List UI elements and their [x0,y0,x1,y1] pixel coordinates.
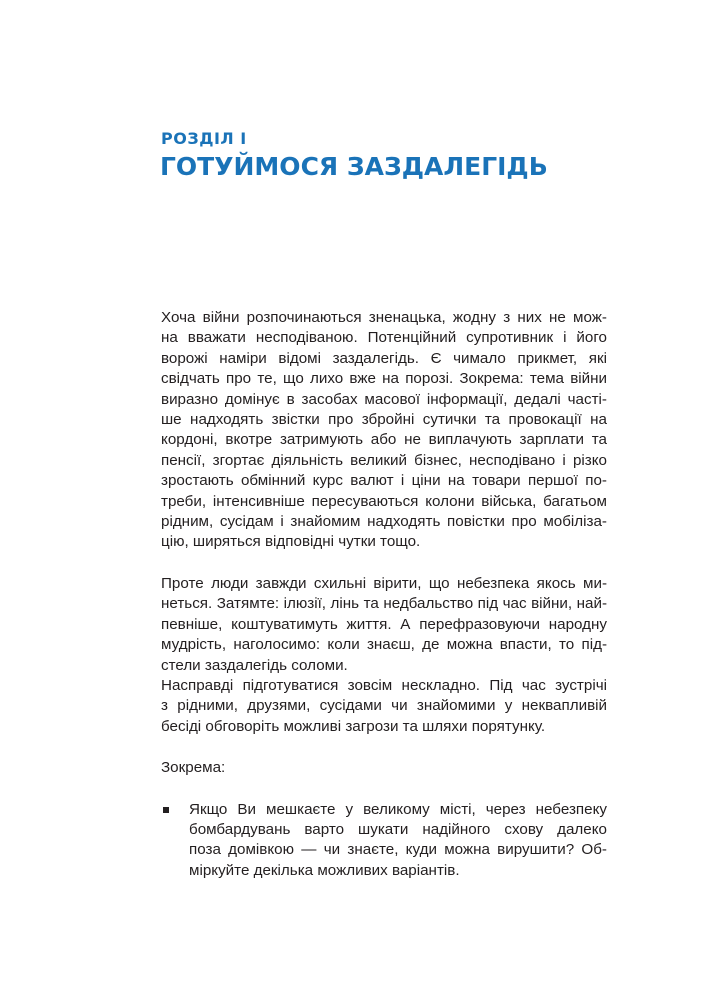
text-line: ше надходять звістки про збройні сутички та провокації на [161,411,607,429]
text-line: треби, інтенсивніше пересуваються колони війська, багатьом [161,492,607,510]
text-line: Насправді підготуватися зовсім нескладно. Під час зустрічі [161,676,607,694]
paragraph-gap [161,779,607,800]
square-bullet-icon [163,807,169,813]
text-line: кордоні, вкотре затримують або не виплачують зарплати та [161,431,607,449]
text-line: свідчать про те, що лихо вже на порозі. Зокрема: тема війни [161,370,607,388]
text-line: бесіді обговоріть можливі загрози та шляхи порятунку. [161,717,546,735]
body-text [161,308,607,881]
text-line: Хоча війни розпочинаються зненацька, жодну з них не мож- [161,309,607,326]
bullet-list [161,800,607,882]
text-line: рідним, сусідам і знайомим надходять повістки про мобіліза- [161,513,607,531]
text-line: мудрість, наголосимо: коли знаєш, де можна впасти, то під- [161,636,607,654]
list-item [161,800,607,882]
text-line: ворожі наміри відомі заздалегідь. Є чимало прикмет, які [161,349,607,367]
text-line: бомбардувань варто шукати надійного схову далеко [189,820,607,838]
text-line: на вважати несподіваною. Потенційний супротивник і його [161,329,607,347]
text-line: виразно домінує в засобах масової інформації, дедалі часті- [161,390,607,408]
text-line: пенсії, згортає діяльність великий бізнес, несподівано і різко [161,451,607,469]
text-line: Проте люди завжди схильні вірити, що небезпека якось ми- [161,574,607,592]
paragraph-2 [161,574,607,676]
text-line: стели заздалегідь соломи. [161,656,348,674]
text-line: Зокрема: [161,759,226,777]
paragraph-1 [161,308,607,553]
text-line: певніше, коштуватимуть життя. А перефразовуючи народну [161,615,607,633]
chapter-label: РОЗДІЛ І [161,129,247,148]
text-line: цію, ширяться відповідні чутки тощо. [161,533,421,551]
paragraph-gap [161,737,607,758]
paragraph-gap [161,553,607,574]
text-line: міркуйте декілька можливих варіантів. [189,861,460,879]
text-line: поза домівкою — чи знаєте, куди можна вирушити? Об- [189,841,607,859]
text-line: з рідними, друзями, сусідами чи знайомими у неквапливій [161,697,607,715]
paragraph-3 [161,676,607,737]
text-line: зростають обмінний курс валют і ціни на товари першої по- [161,472,607,490]
paragraph-4 [161,758,607,778]
text-line: неться. Затямте: ілюзії, лінь та недбальство під час війни, най- [161,595,607,613]
chapter-title: ГОТУЙМОСЯ ЗАЗДАЛЕГІДЬ [160,152,548,181]
text-line: Якщо Ви мешкаєте у великому місті, через небезпеку [189,800,607,818]
